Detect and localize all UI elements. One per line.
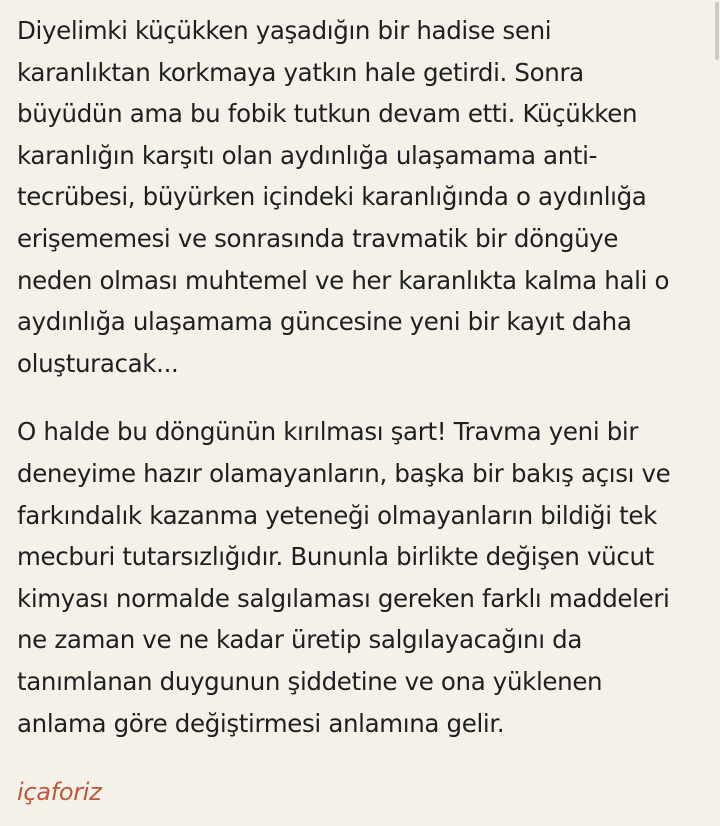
scrollbar[interactable] <box>714 0 720 826</box>
author-link[interactable]: içaforiz <box>17 778 102 806</box>
scrollbar-thumb[interactable] <box>715 2 719 60</box>
entry-paragraph-1: Diyelimki küçükken yaşadığın bir hadise seni karanlıktan korkmaya yatkın hale getirdi. Sonra büyüdün ama bu fobik tutkun devam etti. Küçükken karanlığın karşıtı olan aydınlığa ulaşamama anti- tecrübesi, büyürken içindeki karanlığında o aydınlığa erişememesi ve sonrasında travmatik bir döngüye neden olması muhtemel ve her karanlıkta kalma hali o aydınlığa ulaşamama güncesine yeni bir kayıt daha oluşturacak... <box>17 16 670 378</box>
entry-paragraph-2: O halde bu döngünün kırılması şart! Travma yeni bir deneyime hazır olamayanların, başka bir bakış açısı ve farkındalık kazanma yeteneği olmayanların bildiği tek mecburi tutarsızlığıdır. Bununla birlikte değişen vücut kimyası normalde salgılaması gereken farklı maddeleri ne zaman ve ne kadar üretip salgılayacağını da tanımlanan duygunun şiddetine ve ona yüklenen anlama göre değiştirmesi anlamına gelir. <box>17 417 671 738</box>
